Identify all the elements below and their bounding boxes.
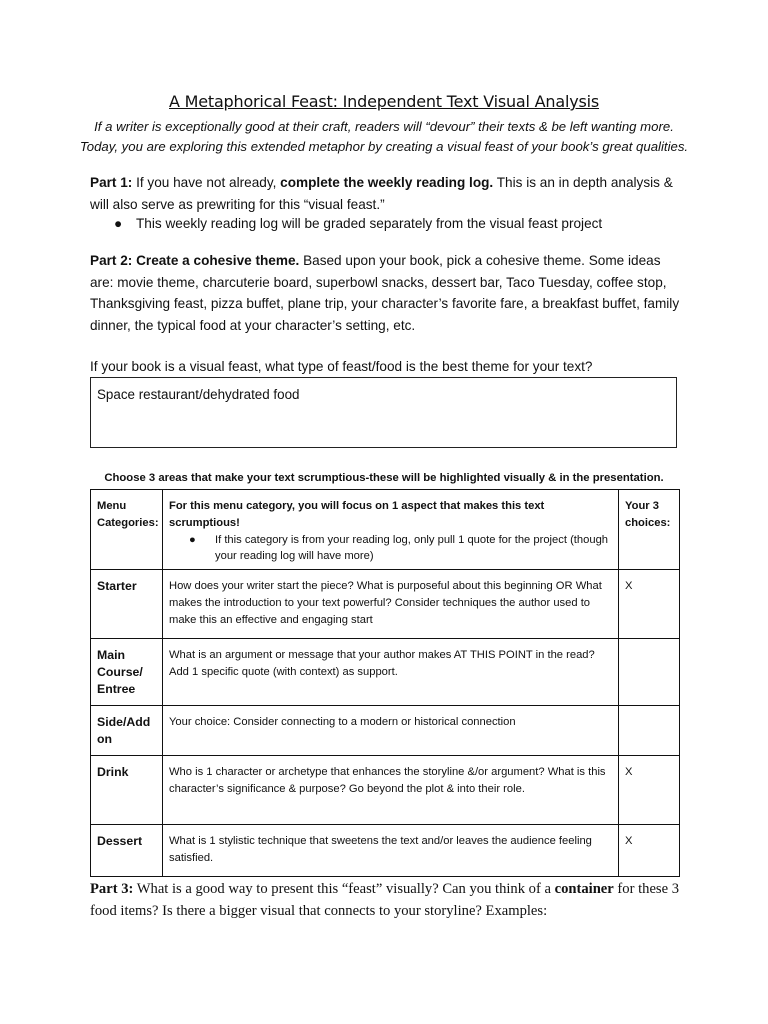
subtitle-line-1: If a writer is exceptionally good at their craft, readers will “devour” their texts & be left wanting more. [94, 119, 674, 134]
row-category: Side/Add on [91, 706, 163, 756]
part3-label: Part 3: [90, 881, 134, 897]
table-row [91, 639, 680, 706]
row-description: Who is 1 character or archetype that enhances the storyline &/or argument? What is this character’s significance & purpose? Go beyond the plot & into their role. [163, 756, 619, 825]
table-header-row [91, 490, 680, 570]
part1-bullet [114, 216, 602, 231]
page-title: A Metaphorical Feast: Independent Text Visual Analysis [169, 92, 599, 111]
row-choice[interactable] [619, 639, 680, 706]
table-caption: Choose 3 areas that make your text scrumptious-these will be highlighted visually & in the presentation. [104, 472, 664, 484]
part2-text: Based upon your book, pick a cohesive theme. Some ideas are: movie theme, charcuterie board, superbowl snacks, dessert bar, Taco Tuesday, coffee stop, Thanksgiving feast, pizza buffet, plane trip, your character’s favorite fare, a breakfast buffet, family dinner, the typical food at your character’s setting, etc. [90, 253, 680, 333]
theme-answer-box[interactable] [90, 377, 677, 448]
part2-paragraph [90, 250, 680, 336]
row-category: Dessert [91, 825, 163, 877]
row-category: Drink [91, 756, 163, 825]
header-menu-categories: Menu Categories: [91, 490, 163, 570]
row-category: Main Course/ Entree [91, 639, 163, 706]
row-choice[interactable]: X [619, 756, 680, 825]
part1-bold: complete the weekly reading log. [280, 175, 494, 190]
part1-label: Part 1: [90, 175, 133, 190]
row-description: How does your writer start the piece? What is purposeful about this beginning OR What makes the introduction to your text powerful? Consider techniques the author used to make this an effective and engaging start [163, 570, 619, 639]
part3-bold: container [554, 881, 614, 897]
bullet-dot-icon: ● [189, 534, 196, 546]
row-choice[interactable]: X [619, 825, 680, 877]
part2-label: Part 2: Create a cohesive theme. [90, 253, 300, 268]
header-focus [163, 490, 619, 570]
theme-question: If your book is a visual feast, what type of feast/food is the best theme for your text? [90, 359, 593, 374]
part1-bullet-text: This weekly reading log will be graded separately from the visual feast project [136, 216, 603, 231]
bullet-dot-icon: ● [114, 216, 123, 231]
header-focus-bullet [169, 532, 612, 564]
header-your-choices: Your 3 choices: [619, 490, 680, 570]
header-focus-text: For this menu category, you will focus on 1 aspect that makes this text scrumptious! [169, 500, 545, 529]
row-description: What is 1 stylistic technique that sweetens the text and/or leaves the audience feeling satisfied. [163, 825, 619, 877]
part1-paragraph [90, 172, 680, 215]
table-row [91, 825, 680, 877]
row-choice[interactable]: X [619, 570, 680, 639]
table-row [91, 706, 680, 756]
theme-answer-text: Space restaurant/dehydrated food [97, 387, 300, 402]
part3-text-a: What is a good way to present this “feast” visually? Can you think of a [133, 881, 555, 897]
part3-paragraph [90, 878, 680, 922]
part1-text-b: This is an in depth analysis & will also serve as prewriting for this “visual feast.” [90, 175, 673, 212]
header-focus-bullet-text: If this category is from your reading log, only pull 1 quote for the project (though your reading log will have more) [215, 534, 609, 562]
row-description: What is an argument or message that your author makes AT THIS POINT in the read? Add 1 specific quote (with context) as support. [163, 639, 619, 706]
table-row [91, 570, 680, 639]
table-row [91, 756, 680, 825]
part1-text-a: If you have not already, [132, 175, 281, 190]
part3-text-b: for these 3 food items? Is there a bigger visual that connects to your storyline? Examples: [90, 881, 680, 919]
menu-categories-table [90, 489, 680, 877]
row-description: Your choice: Consider connecting to a modern or historical connection [163, 706, 619, 756]
row-choice[interactable] [619, 706, 680, 756]
subtitle-line-2: Today, you are exploring this extended metaphor by creating a visual feast of your book’s great qualities. [79, 139, 689, 154]
row-category: Starter [91, 570, 163, 639]
